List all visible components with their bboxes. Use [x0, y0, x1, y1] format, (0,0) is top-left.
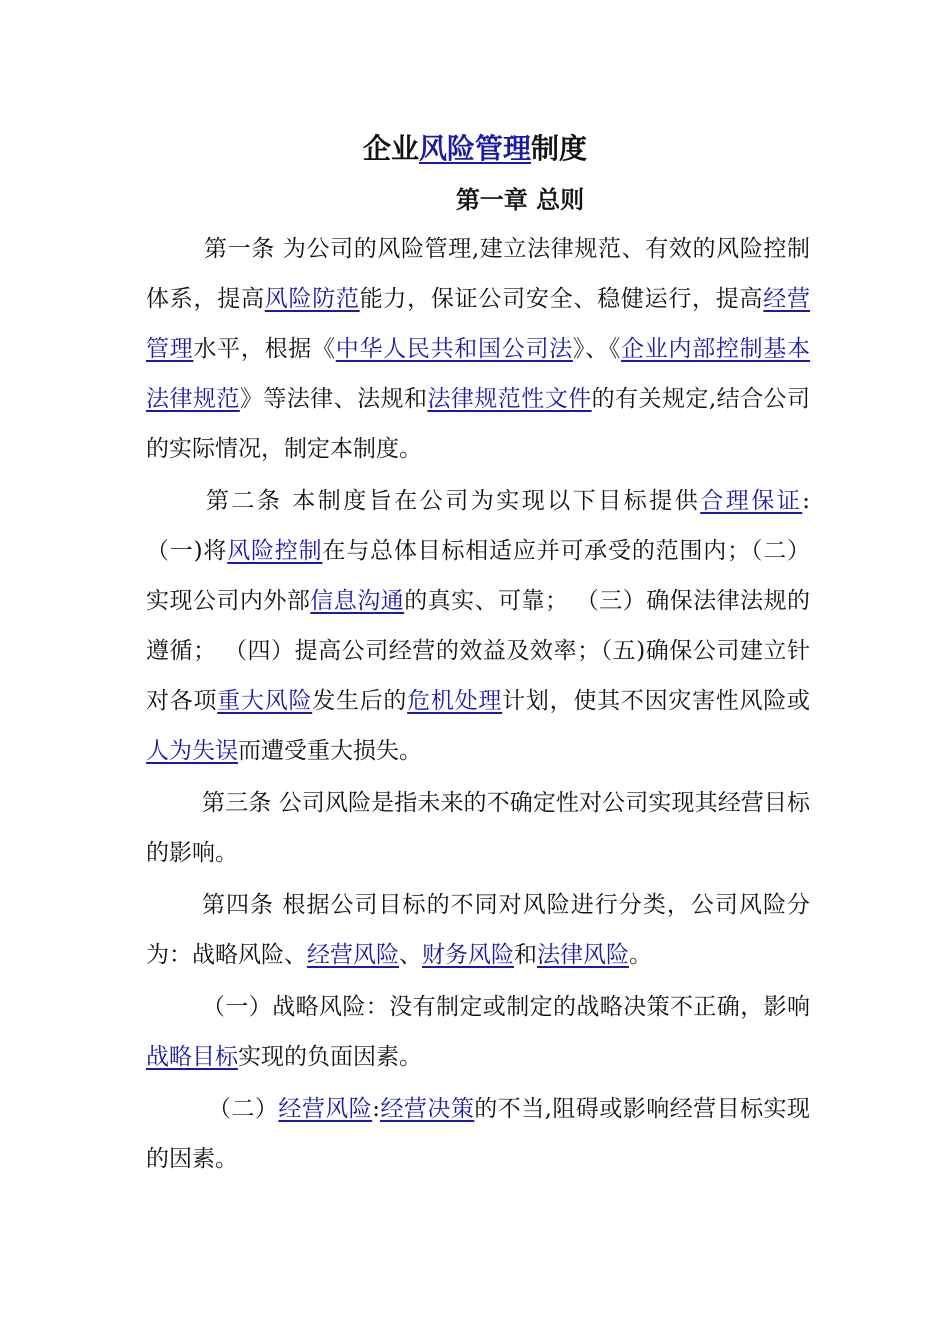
article-3-text: 第三条 公司风险是指未来的不确定性对公司实现其经营目标的影响。 [146, 790, 810, 866]
article-1-text: 》等法律、法规和 [239, 386, 428, 412]
item-operational-risk [146, 1084, 810, 1184]
document-body [146, 224, 810, 1184]
article-2-text: 计划，使其不因灾害性风险或 [502, 688, 811, 714]
link-strategic-goal[interactable]: 战略目标 [146, 1044, 238, 1070]
link-reasonable-assurance[interactable]: 合理保证 [700, 488, 803, 514]
link-risk-management[interactable]: 风险管理 [418, 132, 531, 165]
link-normative-documents[interactable]: 法律规范性文件 [427, 386, 592, 412]
article-2-text: 第二条 本制度旨在公司为实现以下目标提供 [206, 488, 701, 514]
item-1-text: 实现的负面因素。 [238, 1044, 422, 1070]
article-4 [146, 880, 810, 980]
title-prefix: 企业 [362, 132, 419, 165]
document-title [0, 126, 950, 172]
item-1-text: （一）战略风险：没有制定或制定的战略决策不正确，影响 [202, 994, 810, 1020]
article-1-text: 水平，根据《 [193, 336, 336, 362]
link-crisis-handling[interactable]: 危机处理 [407, 688, 503, 714]
title-suffix: 制度 [531, 132, 588, 165]
article-3 [146, 778, 810, 878]
article-2 [146, 476, 810, 776]
article-2-text: 在与总体目标相适应并可承受的范围内；（二）实现公司内外部 [146, 538, 811, 614]
article-1-text: 能力，保证公司安全、稳健运行，提高 [359, 286, 764, 312]
item-2-text: : [372, 1096, 380, 1122]
article-4-text: 、 [399, 942, 422, 968]
article-1-text: 的有关规定,结合公司的实际情况，制定本制度。 [146, 386, 810, 462]
item-2-text: （二） [208, 1096, 279, 1122]
link-major-risk[interactable]: 重大风险 [217, 688, 313, 714]
link-legal-risk[interactable]: 法律风险 [537, 942, 629, 968]
link-internal-control-norms[interactable]: 企业内部控制基本法律规范 [146, 336, 811, 412]
link-human-error[interactable]: 人为失误 [146, 738, 238, 764]
chapter-heading: 第一章 总则 [455, 186, 585, 214]
article-1 [146, 224, 810, 474]
article-4-text: 。 [629, 942, 652, 968]
link-business-decision[interactable]: 经营决策 [379, 1096, 475, 1122]
article-2-text: 发生后的 [312, 688, 408, 714]
link-risk-prevention[interactable]: 风险防范 [264, 286, 360, 312]
link-business-management[interactable]: 经营管理 [146, 286, 811, 362]
link-risk-control[interactable]: 风险控制 [227, 538, 323, 564]
article-2-text: 的真实、可靠； （三）确保法律法规的遵循； （四）提高公司经营的效益及效率；（五)确保公司建立针对各项 [146, 588, 811, 714]
link-operational-risk-2[interactable]: 经营风险 [278, 1096, 373, 1122]
link-financial-risk[interactable]: 财务风险 [422, 942, 514, 968]
item-2-text: 的不当,阻碍或影响经营目标实现的因素。 [146, 1096, 811, 1172]
item-strategic-risk [146, 982, 810, 1082]
article-2-text: : （一)将 [146, 488, 811, 564]
link-company-law[interactable]: 中华人民共和国公司法 [335, 336, 573, 362]
article-1-text: 》、《 [572, 336, 622, 362]
article-2-text: 而遭受重大损失。 [238, 738, 422, 764]
link-operational-risk[interactable]: 经营风险 [307, 942, 399, 968]
article-4-text: 第四条 根据公司目标的不同对风险进行分类，公司风险分为：战略风险、 [146, 892, 810, 968]
link-information-communication[interactable]: 信息沟通 [310, 588, 405, 614]
article-1-text: 第一条 为公司的风险管理,建立法律规范、有效的风险控制体系，提高 [146, 236, 810, 312]
article-4-text: 和 [514, 942, 537, 968]
